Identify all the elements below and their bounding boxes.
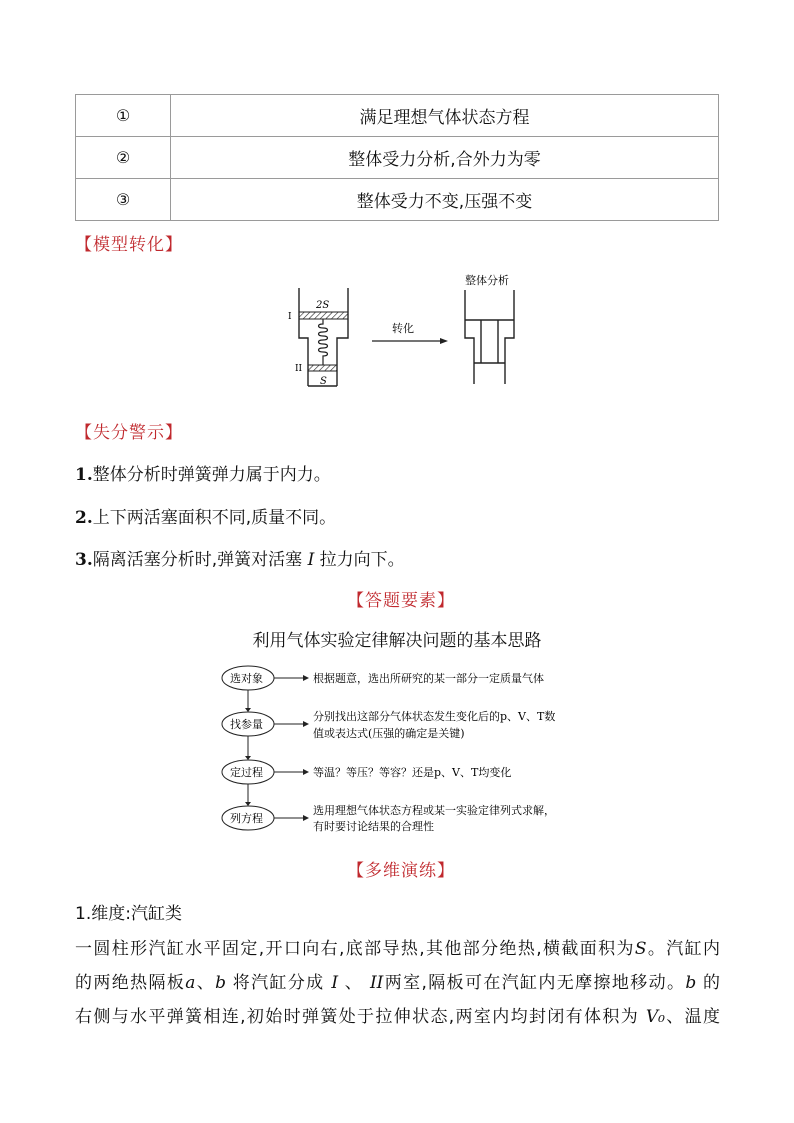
warning-item xyxy=(75,503,336,528)
arrow-down-icon xyxy=(245,708,251,712)
spring xyxy=(319,319,328,365)
arrow-right-icon xyxy=(303,769,309,775)
table-row xyxy=(76,95,719,137)
cylinder-after xyxy=(465,290,514,384)
piston-symbol: I xyxy=(307,550,315,570)
practice-heading: 【多维演练】 xyxy=(347,861,455,881)
text-run: 、 xyxy=(338,973,370,993)
row-text: 整体受力分析,合外力为零 xyxy=(171,137,719,179)
arrow-right-icon xyxy=(303,675,309,681)
step-desc: 等温？等压？等容？还是p、V、T均变化 xyxy=(313,766,512,779)
math-symbol: I xyxy=(331,973,339,993)
table-row xyxy=(76,137,719,179)
item-tail: 拉力向下。 xyxy=(314,550,405,570)
label-s: S xyxy=(320,376,327,387)
item-number: 1. xyxy=(75,465,93,485)
step-desc: 有时要讨论结果的合理性 xyxy=(313,820,434,833)
item-number: 3. xyxy=(75,550,93,570)
answer-heading: 【答题要素】 xyxy=(347,591,455,611)
arrow-head-icon xyxy=(440,338,448,344)
whole-analysis-title: 整体分析 xyxy=(465,274,509,287)
item-text: 隔离活塞分析时,弹簧对活塞 xyxy=(92,550,308,570)
label-i: I xyxy=(288,312,292,322)
arrow-down-icon xyxy=(245,756,251,760)
math-symbol: b xyxy=(215,973,226,993)
item-number: 2. xyxy=(75,508,93,528)
paragraph-line xyxy=(75,932,720,966)
math-symbol: V₀ xyxy=(645,1007,665,1027)
arrow-label: 转化 xyxy=(392,322,414,335)
text-run: 的 xyxy=(696,973,721,993)
math-symbol: II xyxy=(369,973,384,993)
step-desc: 根据题意，选出所研究的某一部分一定质量气体 xyxy=(313,672,544,685)
item-text: 上下两活塞面积不同,质量不同。 xyxy=(92,508,337,528)
node-label: 找参量 xyxy=(230,718,263,731)
row-text: 整体受力不变,压强不变 xyxy=(171,179,719,221)
paragraph-line xyxy=(75,1000,720,1034)
paragraph-line xyxy=(75,966,720,1000)
row-number: ② xyxy=(76,137,171,179)
piston-upper xyxy=(299,312,348,319)
math-symbol: a xyxy=(185,973,196,993)
text-run: 的两绝热隔板 xyxy=(75,973,186,993)
label-2s: 2S xyxy=(316,300,330,311)
text-run: 。汽缸内 xyxy=(646,939,720,959)
warning-heading: 【失分警示】 xyxy=(75,423,183,443)
flowchart xyxy=(215,660,595,835)
piston-lower xyxy=(308,365,337,371)
practice-item-title: 1.维度:汽缸类 xyxy=(75,904,182,924)
flowchart-title: 利用气体实验定律解决问题的基本思路 xyxy=(252,631,542,651)
arrow-right-icon xyxy=(303,815,309,821)
item-text: 整体分析时弹簧弹力属于内力。 xyxy=(92,465,331,485)
row-number: ① xyxy=(76,95,171,137)
text-run: 、 xyxy=(195,973,216,993)
arrow-down-icon xyxy=(245,802,251,806)
node-label: 定过程 xyxy=(230,766,263,779)
math-symbol: b xyxy=(685,973,697,993)
table-row xyxy=(76,179,719,221)
node-label: 选对象 xyxy=(230,672,263,685)
row-text: 满足理想气体状态方程 xyxy=(171,95,719,137)
label-ii: II xyxy=(295,364,303,374)
summary-table xyxy=(75,94,719,221)
step-desc: 选用理想气体状态方程或某一实验定律列式求解， xyxy=(313,804,555,817)
practice-paragraph xyxy=(75,932,720,1034)
text-run: 将汽缸分成 xyxy=(225,973,332,993)
step-desc: 分别找出这部分气体状态发生变化后的p、V、T数 xyxy=(313,710,556,723)
row-number: ③ xyxy=(76,179,171,221)
text-run: 右侧与水平弹簧相连,初始时弹簧处于拉伸状态,两室内均封闭有体积为 xyxy=(75,1007,646,1027)
model-diagram xyxy=(280,268,540,398)
model-heading: 【模型转化】 xyxy=(75,235,183,255)
step-desc: 值或表达式(压强的确定是关键) xyxy=(313,727,465,740)
warning-item xyxy=(75,460,331,485)
warning-item xyxy=(75,545,405,570)
node-label: 列方程 xyxy=(230,812,263,825)
text-run: 两室,隔板可在汽缸内无摩擦地移动。 xyxy=(383,973,686,993)
text-run: 一圆柱形汽缸水平固定,开口向右,底部导热,其他部分绝热,横截面积为 xyxy=(75,939,635,959)
text-run: 、温度 xyxy=(664,1007,720,1027)
arrow-right-icon xyxy=(303,721,309,727)
math-symbol: S xyxy=(634,939,647,959)
